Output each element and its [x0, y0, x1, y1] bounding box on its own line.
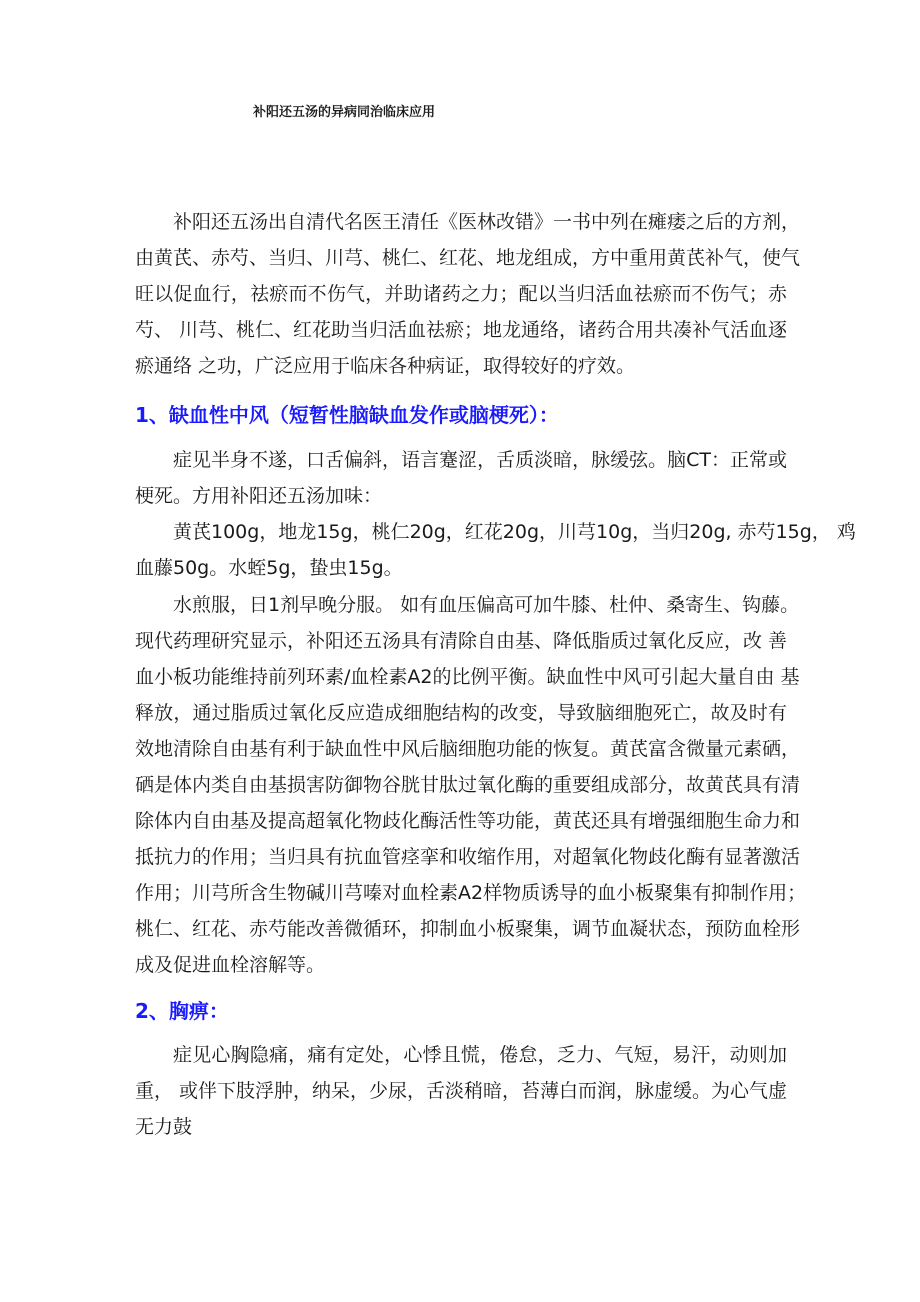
text-line: 作用；川芎所含生物碱川芎嗪对血栓素A2样物质诱导的血小板聚集有抑制作用；: [135, 882, 807, 904]
text-line: 血小板功能维持前列环素/血栓素A2的比例平衡。缺血性中风可引起大量自由 基: [135, 666, 800, 688]
text-line: 补阳还五汤出自清代名医王清任《医林改错》一书中列在瘫痿之后的方剂，: [173, 211, 801, 233]
text-line: 效地清除自由基有利于缺血性中风后脑细胞功能的恢复。黄芪富含微量元素硒，: [135, 738, 801, 760]
text-line: 释放，通过脂质过氧化反应造成细胞结构的改变，导致脑细胞死亡，故及时有: [135, 702, 787, 724]
intro-paragraph: [135, 204, 801, 384]
text-line: 芍、 川芎、桃仁、红花助当归活血祛瘀；地龙通络，诸药合用共凑补气活血逐: [135, 319, 788, 341]
text-line: 抵抗力的作用；当归具有抗血管痉挛和收缩作用，对超氧化物歧化酶有显著激活: [135, 846, 801, 868]
text-line: 重， 或伴下肢浮肿，纳呆，少尿，舌淡稍暗，苔薄白而润，脉虚缓。为心气虚: [135, 1080, 788, 1102]
text-line: 现代药理研究显示，补阳还五汤具有清除自由基、降低脂质过氧化反应，改 善: [135, 630, 788, 652]
text-line: 成及促进血栓溶解等。: [135, 954, 326, 976]
text-line: 无力鼓: [135, 1116, 193, 1138]
document-title: 补阳还五汤的异病同治临床应用: [253, 105, 436, 120]
section-heading-2: 2、胸痹：: [135, 999, 229, 1023]
text-line: 硒是体内类自由基损害防御物谷胱甘肽过氧化酶的重要组成部分，故黄芪具有清: [135, 774, 801, 796]
text-line: 瘀通络 之功，广泛应用于临床各种病证，取得较好的疗效。: [135, 355, 636, 377]
section2-body: [135, 1037, 787, 1145]
text-line: 除体内自由基及提高超氧化物歧化酶活性等功能，黄芪还具有增强细胞生命力和: [135, 810, 801, 832]
text-line: 症见心胸隐痛，痛有定处，心悸且慌，倦怠，乏力、气短，易汗，动则加: [173, 1044, 787, 1066]
text-line: 症见半身不遂，口舌偏斜，语言蹇涩，舌质淡暗，脉缓弦。脑CT：正常或: [173, 449, 787, 471]
section-heading-1: 1、缺血性中风（短暂性脑缺血发作或脑梗死）：: [135, 403, 559, 427]
text-line: 旺以促血行，祛瘀而不伤气，并助诸药之力；配以当归活血祛瘀而不伤气；赤: [135, 283, 787, 305]
section1-body: [135, 442, 856, 983]
text-line: 血藤50g。水蛭5g，蛰虫15g。: [135, 557, 403, 579]
text-line: 梗死。方用补阳还五汤加味：: [135, 485, 383, 507]
text-line: 水煎服，日1剂早晚分服。 如有血压偏高可加牛膝、杜仲、桑寄生、钩藤。: [173, 594, 800, 616]
text-line: 桃仁、红花、赤芍能改善微循环，抑制血小板聚集，调节血凝状态，预防血栓形: [135, 918, 801, 940]
text-line: 黄芪100g，地龙15g，桃仁20g，红花20g，川芎10g，当归20g, 赤芍15g， 鸡: [173, 521, 856, 543]
text-line: 由黄芪、赤芍、当归、川芎、桃仁、红花、地龙组成，方中重用黄芪补气，使气: [135, 247, 801, 269]
